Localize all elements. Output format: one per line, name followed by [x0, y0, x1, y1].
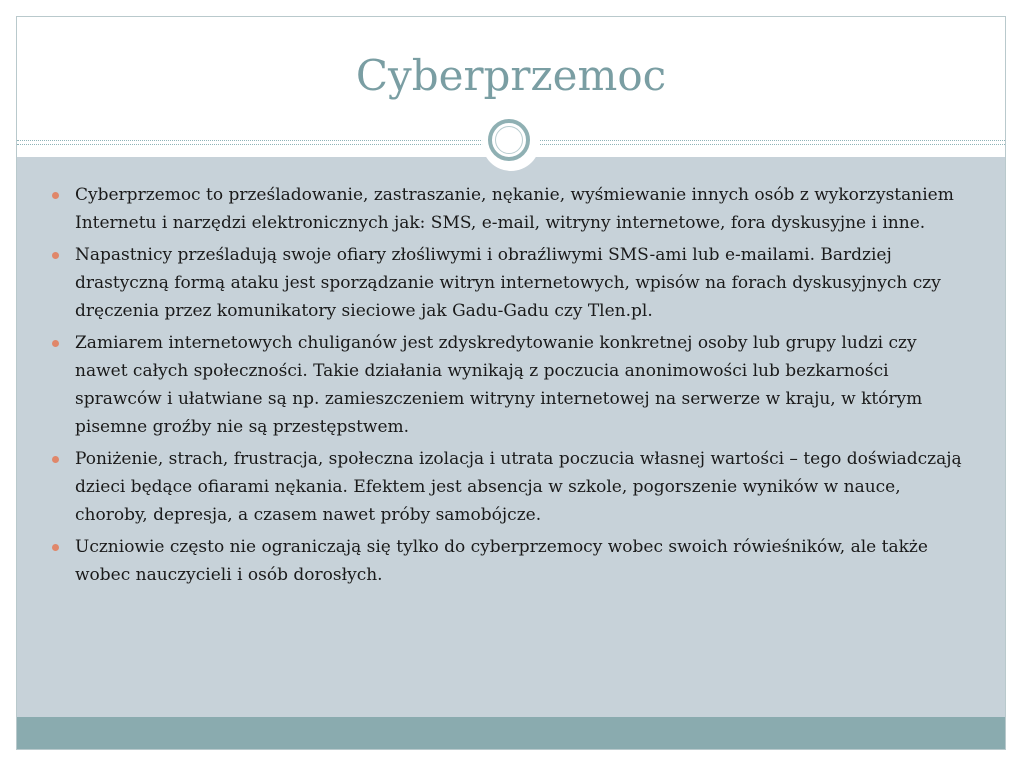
bullet-text: Poniżenie, strach, frustracja, społeczna izolacja i utrata poczucia własnej wartości – tego doświadczają dzieci będące ofiarami nękania. Efektem jest absencja w szkole, pogorszenie wyników w nauce, choroby, depresja, a czasem nawet próby samobójcze. — [75, 449, 962, 525]
divider-circle-inner — [495, 126, 523, 154]
bullet-dot-icon — [52, 456, 59, 463]
bullet-dot-icon — [52, 544, 59, 551]
bullet-item — [75, 241, 973, 325]
bullet-item — [75, 533, 973, 589]
bullet-text: Uczniowie często nie ograniczają się tylko do cyberprzemocy wobec swoich rówieśników, ale także wobec nauczycieli i osób dorosłych. — [75, 537, 928, 585]
bullet-dot-icon — [52, 252, 59, 259]
slide — [16, 16, 1006, 750]
bullet-dot-icon — [52, 192, 59, 199]
bullet-item — [75, 181, 973, 237]
slide-title: Cyberprzemoc — [355, 51, 667, 100]
bullet-list — [17, 181, 997, 593]
bullet-item — [75, 329, 973, 441]
bullet-dot-icon — [52, 340, 59, 347]
footer-band — [17, 717, 1005, 750]
bullet-text: Napastnicy prześladują swoje ofiary złośliwymi i obraźliwymi SMS-ami lub e-mailami. Bardziej drastyczną formą ataku jest sporządzanie witryn internetowych, wpisów na forach dyskusyjnych czy dręczenia przez komunikatory sieciowe jak Gadu-Gadu czy Tlen.pl. — [75, 245, 941, 321]
bullet-text: Zamiarem internetowych chuliganów jest zdyskredytowanie konkretnej osoby lub grupy ludzi czy nawet całych społeczności. Takie działania wynikają z poczucia anonimowości lub bezkarności sprawców i ułatwiane są np. zamieszczeniem witryny internetowej na serwerze w kraju, w którym pisemne groźby nie są przestępstwem. — [75, 333, 923, 437]
bullet-item — [75, 445, 973, 529]
bullet-text: Cyberprzemoc to prześladowanie, zastraszanie, nękanie, wyśmiewanie innych osób z wykorzystaniem Internetu i narzędzi elektronicznych jak: SMS, e-mail, witryny internetowe, fora dyskusyjne i inne. — [75, 185, 954, 233]
